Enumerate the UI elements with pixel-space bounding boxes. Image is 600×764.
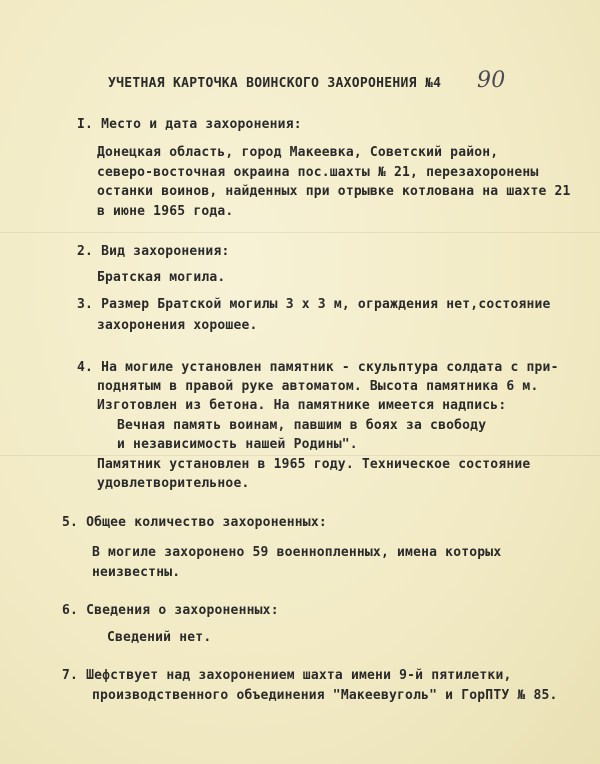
handwritten-number: 90 xyxy=(477,68,506,93)
section-1-line: останки воинов, найденных при отрывке котлована на шахте 21 xyxy=(97,184,571,199)
paper-crease xyxy=(0,232,600,233)
section-1-heading: I. Место и дата захоронения: xyxy=(77,117,302,132)
section-7-line: производственного объединения "Макеевуголь" и ГорПТУ № 85. xyxy=(92,688,558,703)
section-7-line: 7. Шефствует над захоронением шахта имени 9-й пятилетки, xyxy=(62,668,512,683)
section-4-line: Изготовлен из бетона. На памятнике имеется надпись: xyxy=(97,398,507,413)
section-4-inscription: и независимость нашей Родины". xyxy=(117,437,358,452)
section-4-line: удовлетворительное. xyxy=(97,476,250,491)
section-1-line: Донецкая область, город Макеевка, Советский район, xyxy=(97,145,499,160)
section-4-line: поднятым в правой руке автоматом. Высота памятника 6 м. xyxy=(97,379,539,394)
section-4-line: 4. На могиле установлен памятник - скульптура солдата с при- xyxy=(77,360,559,375)
section-1-line: в июне 1965 года. xyxy=(97,204,234,219)
document-title: УЧЕТНАЯ КАРТОЧКА ВОИНСКОГО ЗАХОРОНЕНИЯ №4 xyxy=(108,76,442,91)
section-3-line: 3. Размер Братской могилы 3 х 3 м, ограждения нет,состояние xyxy=(77,297,551,312)
section-6-line: Сведений нет. xyxy=(107,630,212,645)
section-5-line: В могиле захоронено 59 военнопленных, имена которых xyxy=(92,545,502,560)
section-3-line: захоронения хорошее. xyxy=(97,318,258,333)
section-6-heading: 6. Сведения о захороненных: xyxy=(62,603,279,618)
section-5-heading: 5. Общее количество захороненных: xyxy=(62,515,327,530)
section-1-line: северо-восточная окраина пос.шахты № 21, перезахоронены xyxy=(97,165,539,180)
section-2-line: Братская могила. xyxy=(97,270,226,285)
section-5-line: неизвестны. xyxy=(92,565,181,580)
section-4-inscription: Вечная память воинам, павшим в боях за свободу xyxy=(117,418,487,433)
paper-crease xyxy=(0,455,600,456)
section-4-line: Памятник установлен в 1965 году. Техническое состояние xyxy=(97,457,531,472)
section-2-heading: 2. Вид захоронения: xyxy=(77,244,230,259)
